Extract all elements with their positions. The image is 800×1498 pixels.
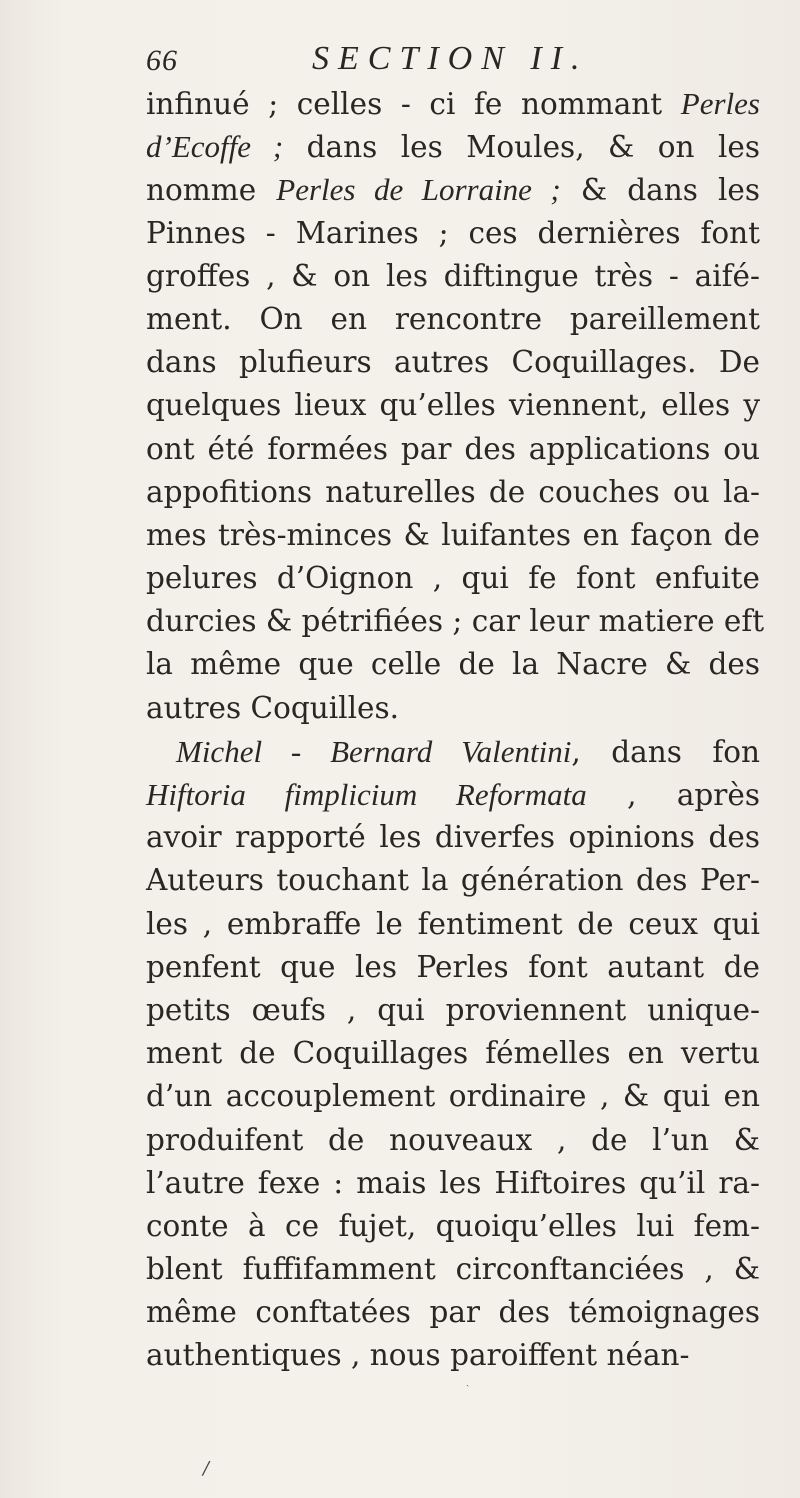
text-segment: conte à ce fujet, quoiqu’elles lui fem- [146,1208,760,1243]
text-line [146,1032,760,1075]
text-segment: autres Coquilles. [146,690,400,725]
body-text [146,82,765,1378]
text-line [146,600,765,643]
text-segment: dans plufieurs autres Coquillages. De [146,345,760,380]
text-segment: durcies & pétrifiées ; car leur matiere eft [146,604,765,639]
text-line [146,1075,760,1118]
text-line [146,989,760,1032]
text-segment: blent fuffifamment circonftanciées , & [146,1252,760,1287]
text-segment: petits œufs , qui proviennent unique- [146,992,760,1027]
text-line [146,471,760,514]
text-line [146,816,760,859]
page-number: 66 [146,44,178,77]
text-line [146,255,760,298]
text-segment: ont été formées par des applications ou [146,431,760,466]
italic-segment: d’Ecoffe ; [146,129,284,165]
ink-mark: / [203,1458,210,1479]
text-segment: produifent de nouveaux , de l’un & [146,1122,760,1157]
text-segment: d’un accouplement ordinaire , & qui en [146,1079,760,1114]
text-segment: appofitions naturelles de couches ou la- [146,474,760,509]
text-line [146,687,760,730]
text-line [146,1205,760,1248]
italic-segment: Michel - Bernard Valentini [176,733,572,769]
text-segment: mes très-minces & luifantes en façon de [146,517,760,552]
text-line [146,903,760,946]
text-line [146,557,760,600]
italic-segment: Hiftoria fimplicium Reformata [146,777,587,812]
text-line [146,1119,760,1162]
text-segment: la même que celle de la Nacre & des [146,647,760,682]
text-segment: les , embraffe le fentiment de ceux qui [146,906,760,941]
text-line [146,1248,760,1291]
text-segment: Auteurs touchant la génération des Per- [146,863,760,898]
italic-segment: Perles [680,86,760,121]
text-segment: l’autre fexe : mais les Hiftoires qu’il ra- [146,1165,760,1200]
text-segment: Pinnes - Marines ; ces dernières font [146,215,760,250]
text-line [146,168,760,211]
text-line [146,730,760,773]
text-line [146,125,760,168]
text-line [146,341,760,384]
text-line [146,773,760,816]
text-segment: , après [586,778,760,812]
text-segment: authentiques , nous paroiffent néan- [146,1338,690,1373]
text-segment: dans les Moules, & on les [283,130,760,165]
text-segment: penfent que les Perles font autant de [146,949,760,984]
text-line [146,643,760,686]
text-segment: avoir rapporté les diverfes opinions des [146,820,760,855]
text-segment: & dans les [560,173,760,208]
text-line [146,1291,760,1334]
text-segment: même conftatées par des témoignages [146,1295,760,1330]
text-line [146,82,760,125]
text-line [146,859,760,902]
text-segment: ment de Coquillages fémelles en vertu [146,1036,760,1071]
text-segment: quelques lieux qu’elles viennent, elles y [146,388,760,423]
text-line [146,212,760,255]
text-line [146,428,760,471]
running-head: SECTION II. [312,40,589,77]
page-header [146,40,766,84]
text-segment: infinué ; celles - ci fe nommant [146,87,681,121]
ink-mark: ˎ [466,1376,470,1387]
text-segment: pelures d’Oignon , qui fe font enfuite [146,561,760,596]
text-line [146,1334,760,1377]
text-segment: groffes , & on les diftingue très - aifé- [146,258,760,293]
text-line [146,946,760,989]
text-segment: , dans fon [571,734,760,769]
text-line [146,384,760,427]
italic-segment: Perles de Lorraine ; [276,172,561,208]
text-segment: nomme [146,173,277,208]
text-line [146,514,760,557]
text-segment: ment. On en rencontre pareillement [146,301,760,336]
text-line [146,298,760,341]
text-line [146,1162,760,1205]
